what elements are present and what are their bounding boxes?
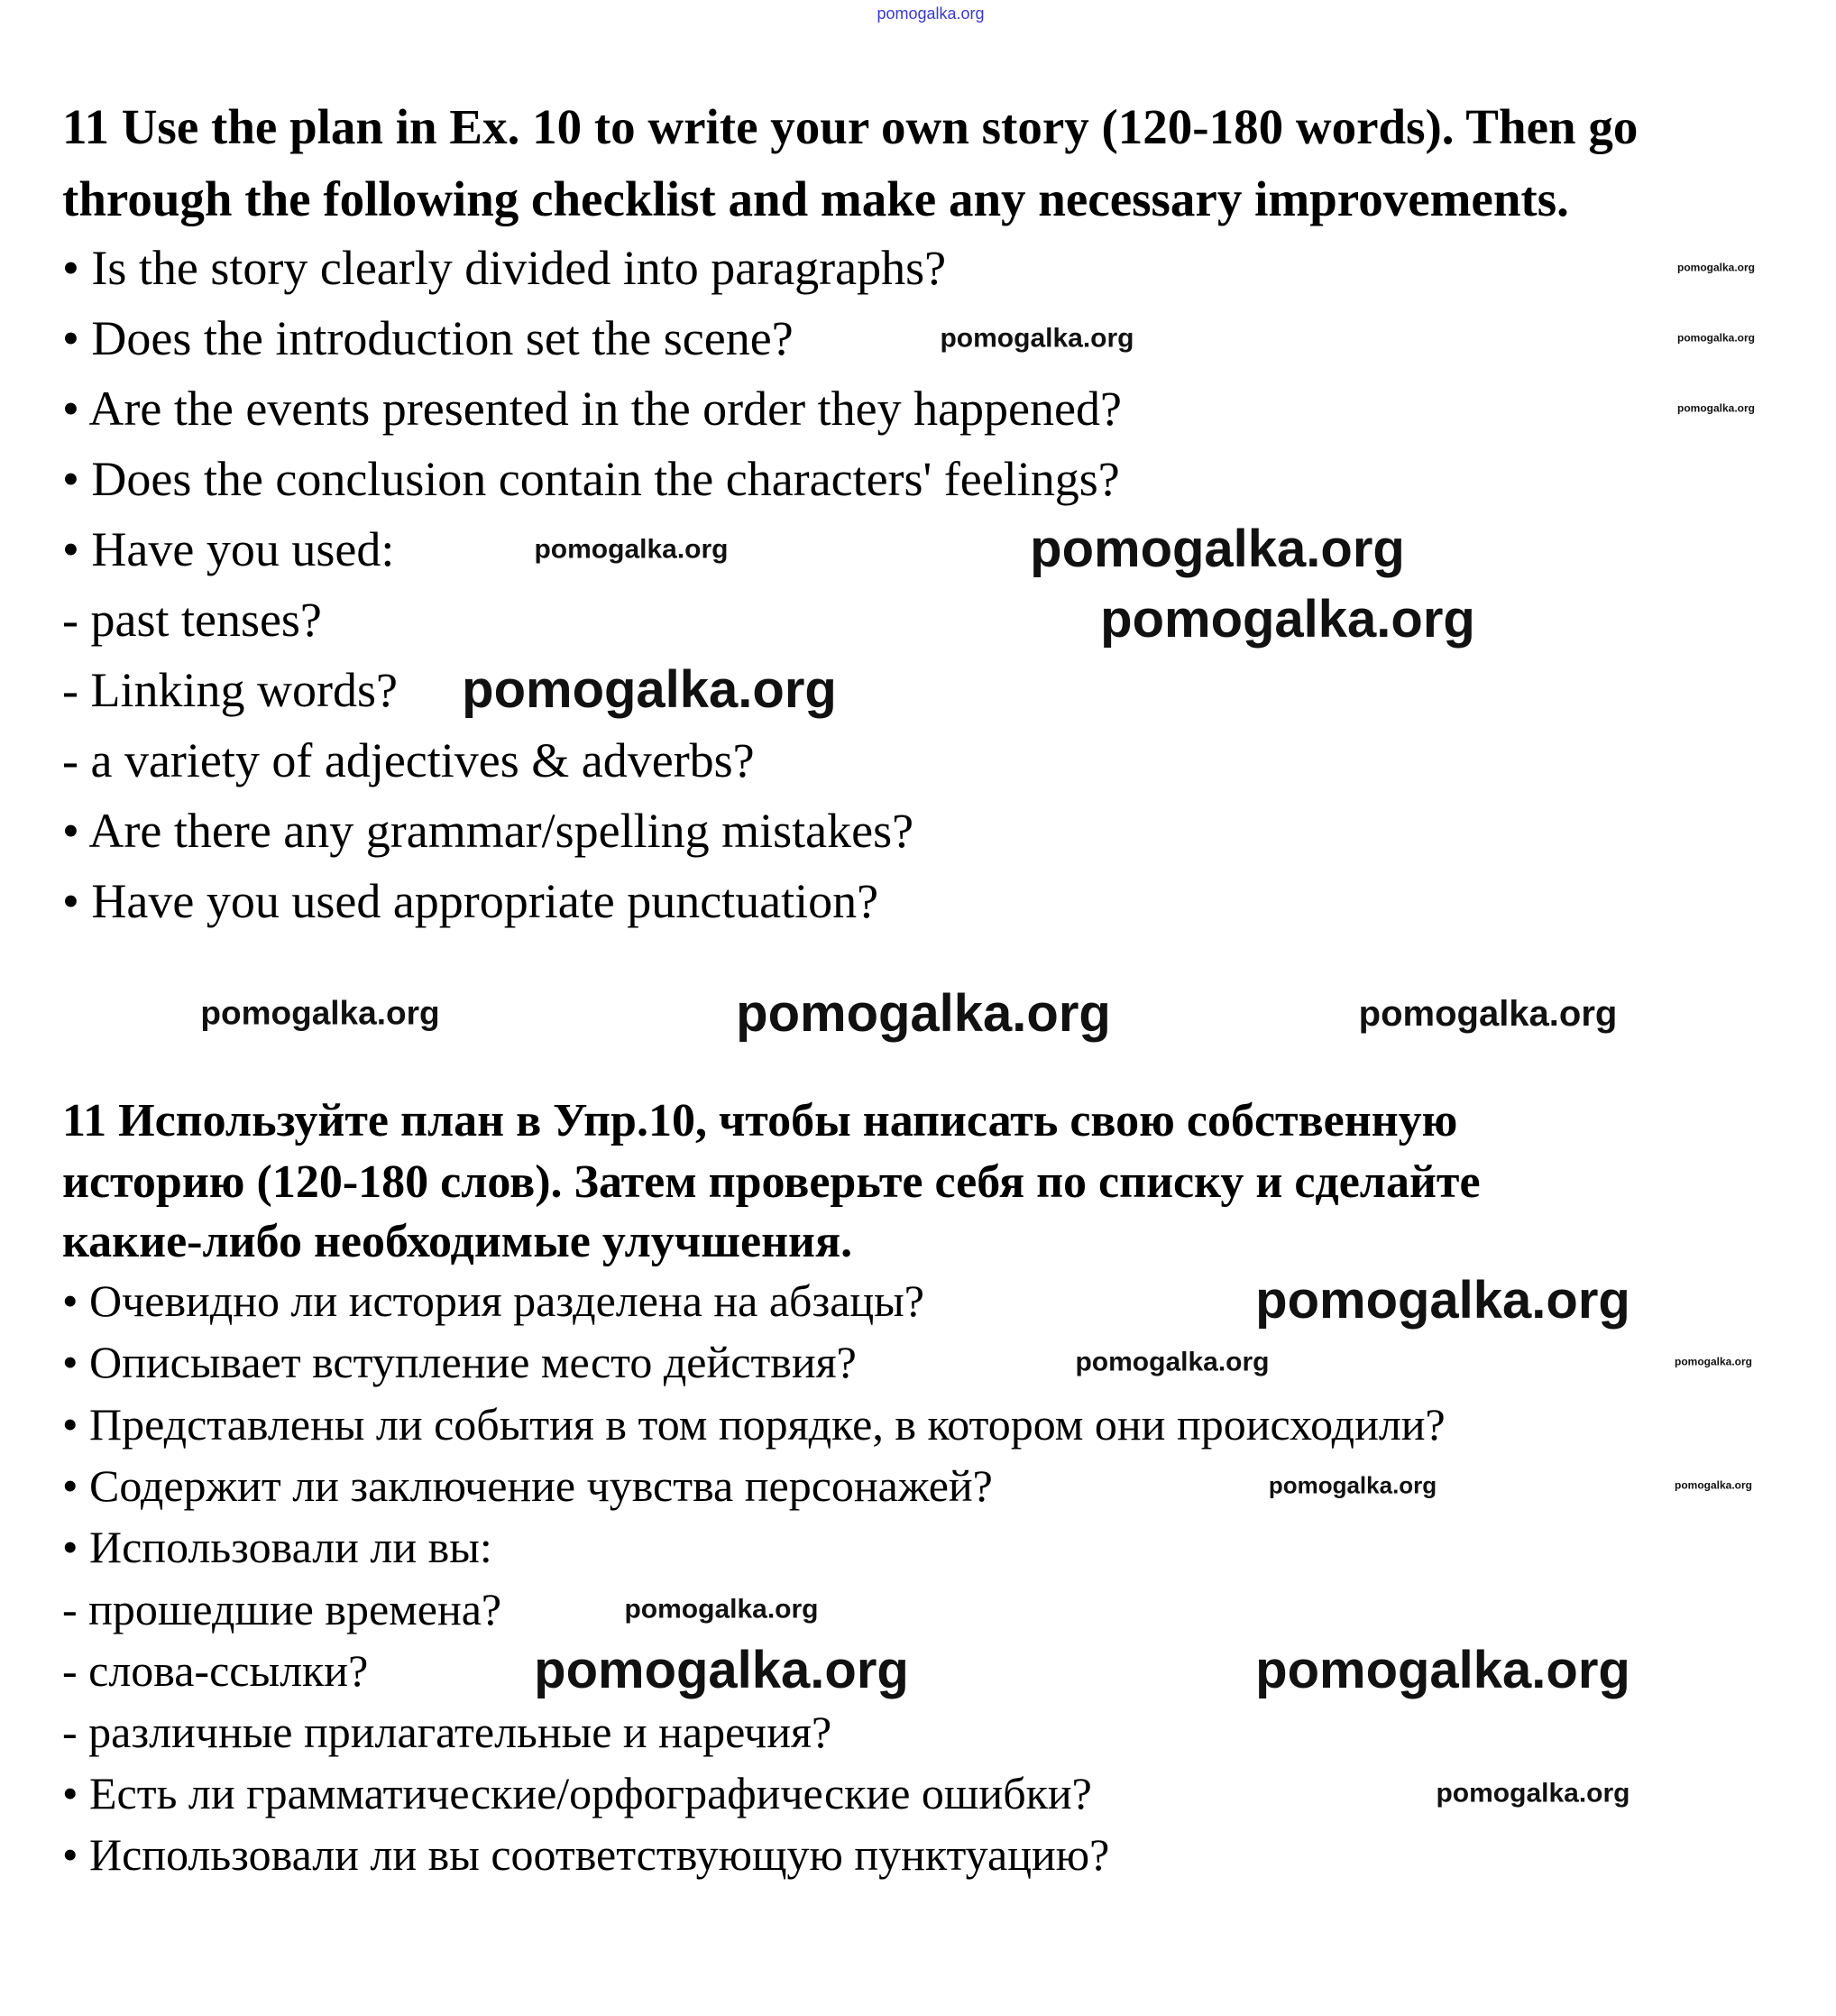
watermark: pomogalka.org xyxy=(462,660,837,720)
watermark: pomogalka.org xyxy=(200,994,440,1032)
watermark: pomogalka.org xyxy=(534,534,729,565)
exercise-heading: through the following checklist and make any necessary improvements. xyxy=(62,171,1569,226)
checklist-item-ru: - различные прилагательные и наречия? xyxy=(62,1707,832,1757)
watermark: pomogalka.org xyxy=(940,323,1134,354)
exercise-heading-ru: какие-либо необходимые улучшения. xyxy=(62,1216,853,1267)
watermark: pomogalka.org xyxy=(534,1641,909,1700)
checklist-item: • Does the conclusion contain the characters' feelings? xyxy=(62,452,1120,506)
checklist-item: • Does the introduction set the scene? xyxy=(62,311,794,365)
top-watermark: pomogalka.org xyxy=(877,5,985,23)
checklist-item-ru: • Использовали ли вы: xyxy=(62,1522,492,1572)
watermark: pomogalka.org xyxy=(1268,1471,1437,1499)
watermark: pomogalka.org xyxy=(1674,1478,1753,1492)
checklist-item: • Are the events presented in the order they happened? xyxy=(62,382,1122,436)
checklist-item-ru: - слова-ссылки? xyxy=(62,1645,369,1696)
watermark: pomogalka.org xyxy=(736,984,1111,1044)
checklist-item-ru: • Есть ли грамматические/орфографические ошибки? xyxy=(62,1768,1092,1818)
watermark: pomogalka.org xyxy=(1676,331,1756,345)
checklist-item: - Linking words? xyxy=(62,663,398,717)
exercise-heading-ru: 11 Используйте план в Упр.10, чтобы написать свою собственную xyxy=(62,1095,1458,1146)
checklist-item: • Have you used: xyxy=(62,522,395,576)
checklist-item: • Are there any grammar/spelling mistakes? xyxy=(62,804,914,858)
checklist-item: • Have you used appropriate punctuation? xyxy=(62,874,879,928)
watermark: pomogalka.org xyxy=(1676,401,1756,415)
checklist-item: - past tenses? xyxy=(62,593,322,647)
watermark: pomogalka.org xyxy=(1674,1355,1753,1368)
watermark: pomogalka.org xyxy=(624,1594,819,1625)
watermark: pomogalka.org xyxy=(1676,261,1756,274)
checklist-item-ru: • Представлены ли события в том порядке, в котором они происходили? xyxy=(62,1399,1446,1450)
checklist-item-ru: • Описывает вступление место действия? xyxy=(62,1337,857,1387)
watermark: pomogalka.org xyxy=(1255,1271,1630,1330)
watermark: pomogalka.org xyxy=(1030,520,1405,579)
checklist-item: - a variety of adjectives & adverbs? xyxy=(62,733,755,787)
checklist-item: • Is the story clearly divided into paragraphs? xyxy=(62,241,947,295)
checklist-item-ru: - прошедшие времена? xyxy=(62,1584,502,1634)
watermark: pomogalka.org xyxy=(1358,994,1618,1034)
exercise-heading: 11 Use the plan in Ex. 10 to write your own story (120-180 words). Then go xyxy=(62,99,1639,154)
checklist-item-ru: • Очевидно ли история разделена на абзацы? xyxy=(62,1275,924,1326)
exercise-heading-ru: историю (120-180 слов). Затем проверьте себя по списку и сделайте xyxy=(62,1156,1481,1208)
watermark: pomogalka.org xyxy=(1436,1778,1630,1809)
watermark: pomogalka.org xyxy=(1100,590,1475,649)
checklist-item-ru: • Использовали ли вы соответствующую пунктуацию? xyxy=(62,1829,1110,1880)
checklist-item-ru: • Содержит ли заключение чувства персонажей? xyxy=(62,1460,993,1511)
watermark: pomogalka.org xyxy=(1255,1641,1630,1700)
watermark: pomogalka.org xyxy=(1075,1347,1270,1377)
